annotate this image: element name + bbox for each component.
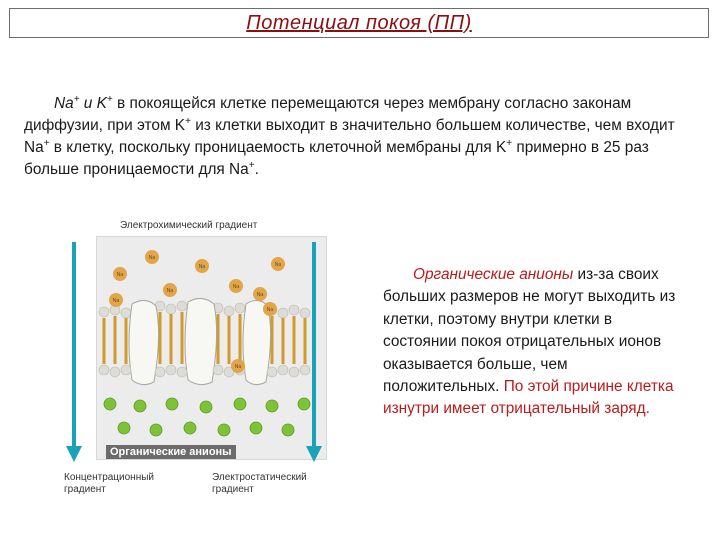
intro-paragraph: Na+ и K+ в покоящейся клетке перемещаются через мембрану согласно законам диффузии, при этом K+ из клетки выходит в значительно большем количестве, чем входит Na+ в клетку, поскольку проницаемость клеточной мембраны для K+ примерно в 25 раз больше проницаемости для Na+. [24,93,675,178]
organic-anions-highlight: Органические анионы [413,266,574,283]
na-label-6: Na [232,284,240,290]
na-label-2: Na [198,264,206,270]
na-ion: Na+ [54,93,80,112]
electrochemical-gradient-label: Электрохимический градиент [120,220,258,231]
membrane-illustration [60,214,360,504]
electrostatic-gradient-label: Электростатический градиент [212,472,307,495]
side-paragraph: Органические анионы из-за своих больших размеров не могут выходить из клетки, поэтому внутри клетки в состоянии покоя отрицательных ионов оказывается больше, чем положительных. По этой причине клетка изнутри имеет отрицательный заряд. [383,266,676,418]
conclusion-text: По этой причине клетка изнутри имеет отрицательный заряд. [383,378,674,418]
na-label-9: Na [266,307,274,313]
na-label-4: Na [116,272,124,278]
membrane-channel-proteins [129,298,271,384]
na-label-3: Na [274,262,282,268]
title-box [9,8,709,38]
organic-anions-label: Органические анионы [106,445,236,459]
na-label-8: Na [112,298,120,304]
concentration-gradient-label: Концентрационный градиент [64,472,155,495]
membrane-figure [60,214,360,504]
na-label-10: Na [234,364,242,370]
electrostatic-gradient-arrow-head [306,446,322,462]
na-label-1: Na [148,255,156,261]
na-label-7: Na [256,292,264,298]
na-label-5: Na [166,288,174,294]
concentration-gradient-arrow-head [66,446,82,462]
k-ion: K+ [96,93,113,112]
organic-anions [104,398,310,436]
slide-title: Потенциал покоя (ПП) [246,11,472,34]
